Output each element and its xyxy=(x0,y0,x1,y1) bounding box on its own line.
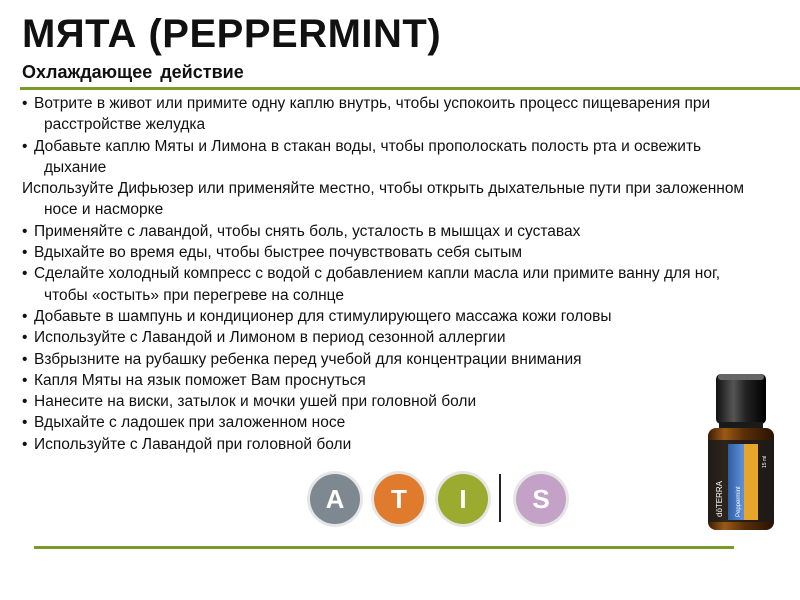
usage-item-text: Вдыхайте во время еды, чтобы быстрее почувствовать себя сытым xyxy=(34,244,523,262)
atis-s-letter: S xyxy=(532,483,550,514)
usage-item-text: Добавьте в шампунь и кондиционер для стимулирующего массажа кожи головы xyxy=(34,307,612,325)
usage-item-text: Нанесите на виски, затылок и мочки ушей при головной боли xyxy=(34,393,477,411)
bullet-marker: • xyxy=(22,371,28,389)
bullet-marker: • xyxy=(22,244,28,262)
bottle-volume-text: 15 ml xyxy=(762,455,768,468)
usage-item-text: Используйте Дифьюзер или применяйте местно, чтобы открыть дыхательные пути при заложенном носе и насморке xyxy=(22,180,745,219)
bottle-brand-text: dōTERRA xyxy=(715,480,724,517)
atis-a-circle xyxy=(310,474,360,524)
bullet-marker: • xyxy=(22,265,28,283)
bullet-marker: • xyxy=(22,95,28,112)
atis-divider xyxy=(499,474,501,522)
usage-item xyxy=(22,242,762,263)
atis-t-letter: T xyxy=(391,483,407,514)
slide-title: МЯТА (PEPPERMINT) xyxy=(22,12,442,56)
usage-item xyxy=(22,93,762,136)
bullet-marker: • xyxy=(22,137,28,155)
bullet-marker: • xyxy=(22,222,28,240)
usage-item-text: Капля Мяты на язык поможет Вам проснуться xyxy=(34,371,366,389)
bottom-divider xyxy=(34,546,734,549)
usage-list xyxy=(22,93,762,455)
bullet-marker: • xyxy=(22,414,28,432)
usage-item-text: Добавьте каплю Мяты и Лимона в стакан воды, чтобы прополоскать полость рта и освежить дыхание xyxy=(34,137,702,176)
bottle-product-text: Peppermint xyxy=(736,486,742,517)
usage-item xyxy=(22,136,762,179)
atis-t-circle xyxy=(374,474,424,524)
usage-item-text: Вдыхайте с ладошек при заложенном носе xyxy=(34,414,346,432)
usage-item-text: Используйте с Лавандой при головной боли xyxy=(34,435,352,453)
usage-item xyxy=(22,306,762,327)
bottle-cap xyxy=(716,374,766,424)
usage-item-text: Вотрите в живот или примите одну каплю внутрь, чтобы успокоить процесс пищеварения при расстройстве желудка xyxy=(34,95,711,134)
usage-item xyxy=(22,178,762,221)
usage-item xyxy=(22,412,762,433)
usage-item xyxy=(22,391,762,412)
bullet-marker: • xyxy=(22,393,28,411)
atis-logo-group xyxy=(310,474,570,528)
atis-a-letter: A xyxy=(325,483,345,514)
usage-item-text: Сделайте холодный компресс с водой с добавлением капли масла или примите ванну для ног, чтобы «остыть» при перегреве на солнце xyxy=(34,265,721,304)
atis-i-letter: I xyxy=(459,483,467,514)
usage-item-text: Используйте с Лавандой и Лимоном в период сезонной аллергии xyxy=(34,329,506,347)
atis-s-circle xyxy=(516,474,566,524)
usage-item xyxy=(22,263,762,306)
bullet-marker: • xyxy=(22,350,28,368)
top-divider xyxy=(20,87,800,90)
usage-item xyxy=(22,327,762,348)
usage-item xyxy=(22,434,762,455)
usage-item-text: Применяйте с лавандой, чтобы снять боль, усталость в мышцах и суставах xyxy=(34,222,581,240)
bullet-marker: • xyxy=(22,435,28,453)
bullet-marker: • xyxy=(22,307,28,325)
bullet-marker: • xyxy=(22,329,28,347)
peppermint-bottle-image xyxy=(696,372,786,532)
atis-i-circle xyxy=(438,474,488,524)
slide-subtitle: Охлаждающее действие xyxy=(22,62,244,82)
usage-item xyxy=(22,349,762,370)
usage-item xyxy=(22,221,762,242)
usage-item xyxy=(22,370,762,391)
usage-item-text: Взбрызните на рубашку ребенка перед учебой для концентрации внимания xyxy=(34,350,582,368)
